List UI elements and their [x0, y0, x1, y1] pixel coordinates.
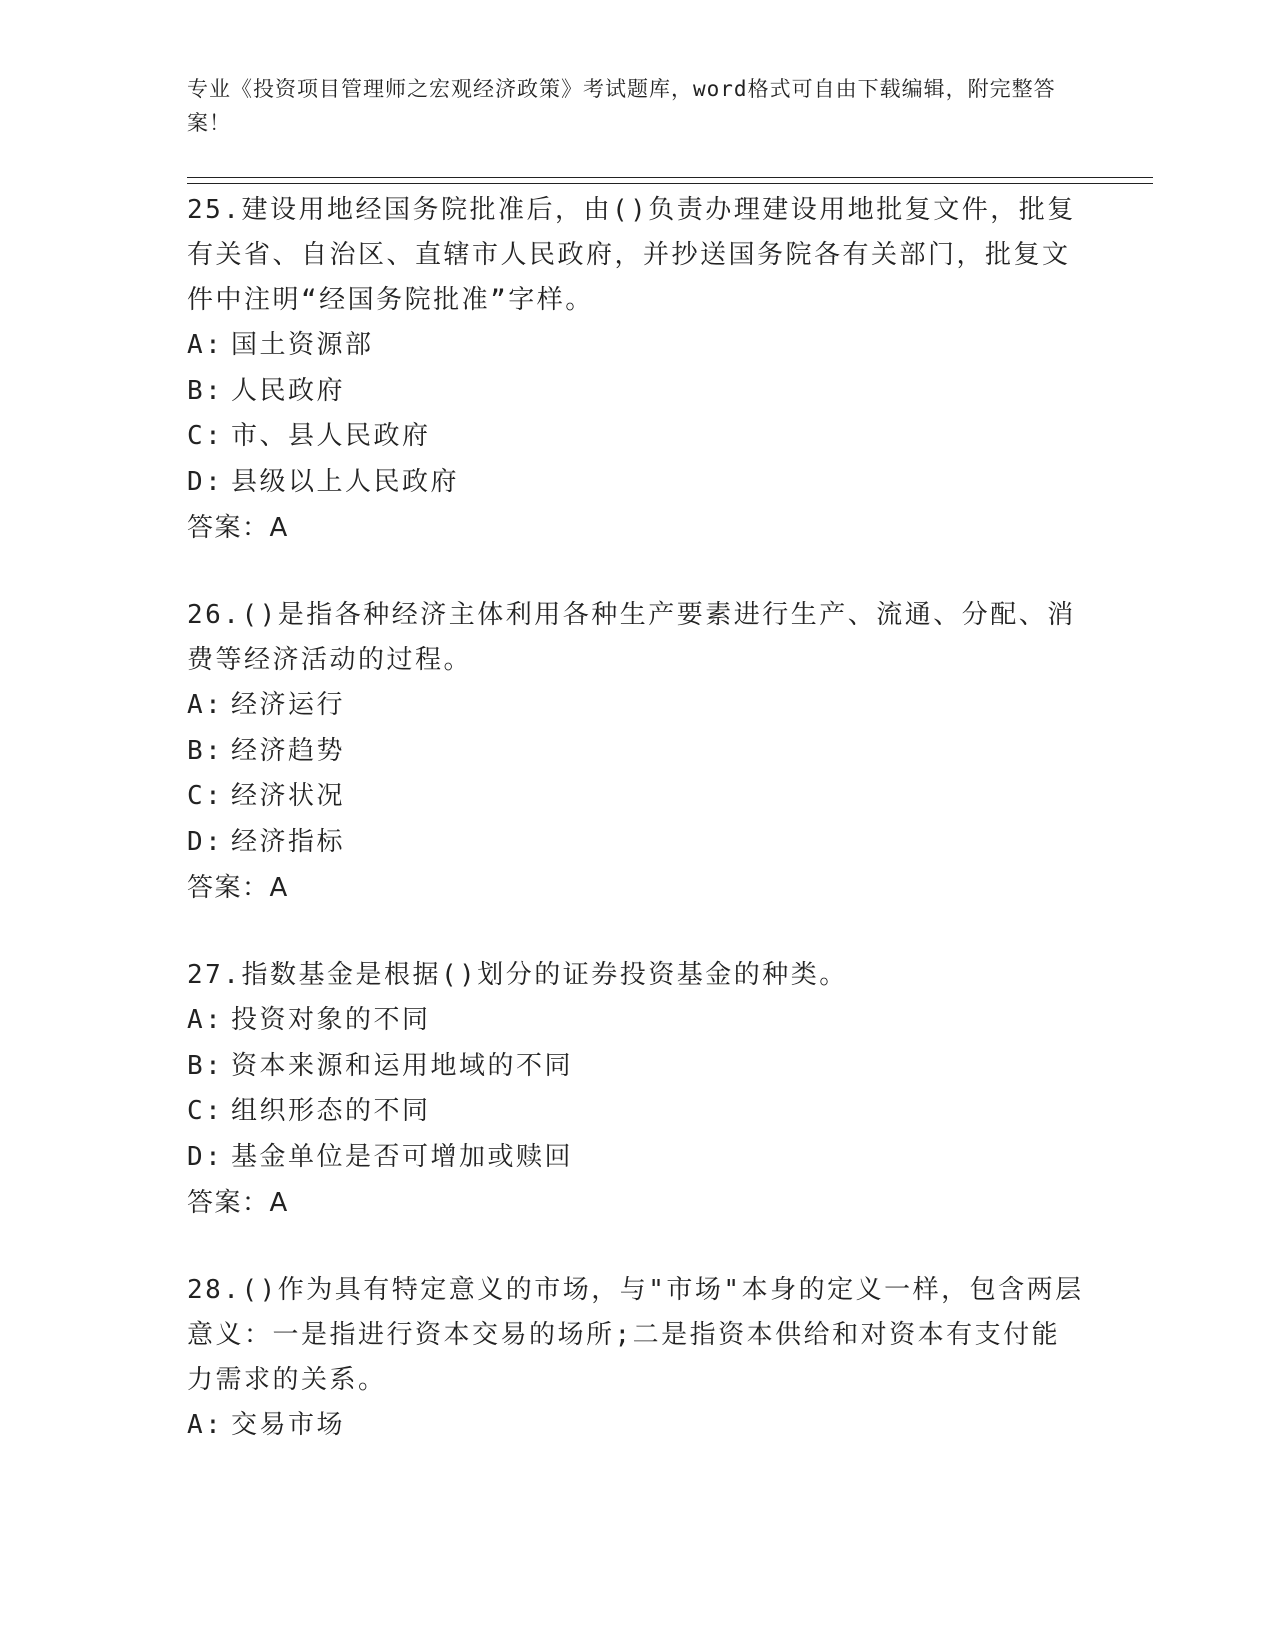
option-letter: A: — [187, 1005, 224, 1035]
option-d — [187, 1135, 1087, 1181]
option-text: 经济运行 — [231, 690, 346, 720]
answer-line: 答案：A — [187, 873, 289, 903]
question-stem: 27.指数基金是根据()划分的证券投资基金的种类。 — [187, 960, 848, 990]
option-letter: D: — [187, 1141, 224, 1172]
option-d — [187, 820, 1087, 866]
question-26 — [187, 593, 1087, 911]
header-title: 专业《投资项目管理师之宏观经济政策》考试题库，word格式可自由下载编辑，附完整答案！ — [187, 77, 1056, 135]
option-letter: B: — [187, 1050, 224, 1081]
option-text: 基金单位是否可增加或赎回 — [231, 1141, 574, 1172]
option-letter: A: — [187, 690, 224, 720]
option-letter: D: — [187, 466, 224, 497]
header-divider-top — [187, 177, 1153, 178]
option-letter: C: — [187, 781, 224, 811]
question-stem: 26.()是指各种经济主体利用各种生产要素进行生产、流通、分配、消费等经济活动的过程。 — [187, 600, 1076, 675]
option-d — [187, 460, 1087, 506]
option-text: 经济状况 — [231, 781, 346, 811]
option-c — [187, 1089, 1087, 1135]
option-b — [187, 1044, 1087, 1090]
option-text: 人民政府 — [231, 375, 346, 406]
option-text: 组织形态的不同 — [231, 1096, 431, 1126]
option-text: 资本来源和运用地域的不同 — [231, 1050, 574, 1081]
answer-line: 答案：A — [187, 1188, 289, 1218]
option-b — [187, 369, 1087, 415]
option-text: 经济指标 — [231, 826, 346, 857]
answer-line: 答案：A — [187, 513, 289, 543]
option-text: 交易市场 — [231, 1410, 346, 1440]
question-list — [187, 188, 1087, 1491]
option-a — [187, 998, 1087, 1044]
option-text: 经济趋势 — [231, 735, 346, 766]
option-letter: B: — [187, 735, 224, 766]
question-28 — [187, 1268, 1087, 1449]
option-a — [187, 683, 1087, 729]
option-letter: D: — [187, 826, 224, 857]
option-text: 投资对象的不同 — [231, 1005, 431, 1035]
header-divider-bottom — [187, 183, 1153, 184]
option-a — [187, 323, 1087, 369]
question-25 — [187, 188, 1087, 551]
document-header — [187, 72, 1087, 140]
option-b — [187, 729, 1087, 775]
option-letter: C: — [187, 1096, 224, 1126]
option-c — [187, 414, 1087, 460]
option-a — [187, 1403, 1087, 1449]
question-27 — [187, 953, 1087, 1226]
option-letter: A: — [187, 1410, 224, 1440]
question-stem: 28.()作为具有特定意义的市场，与"市场"本身的定义一样，包含两层意义：一是指进行资本交易的场所;二是指资本供给和对资本有支付能力需求的关系。 — [187, 1275, 1084, 1395]
option-text: 市、县人民政府 — [231, 421, 431, 451]
option-c — [187, 774, 1087, 820]
option-letter: C: — [187, 421, 224, 451]
option-letter: A: — [187, 330, 224, 360]
option-text: 县级以上人民政府 — [231, 466, 460, 497]
question-stem: 25.建设用地经国务院批准后，由()负责办理建设用地批复文件，批复有关省、自治区、直辖市人民政府，并抄送国务院各有关部门，批复文件中注明“经国务院批准”字样。 — [187, 195, 1076, 315]
option-text: 国土资源部 — [231, 330, 374, 360]
option-letter: B: — [187, 375, 224, 406]
